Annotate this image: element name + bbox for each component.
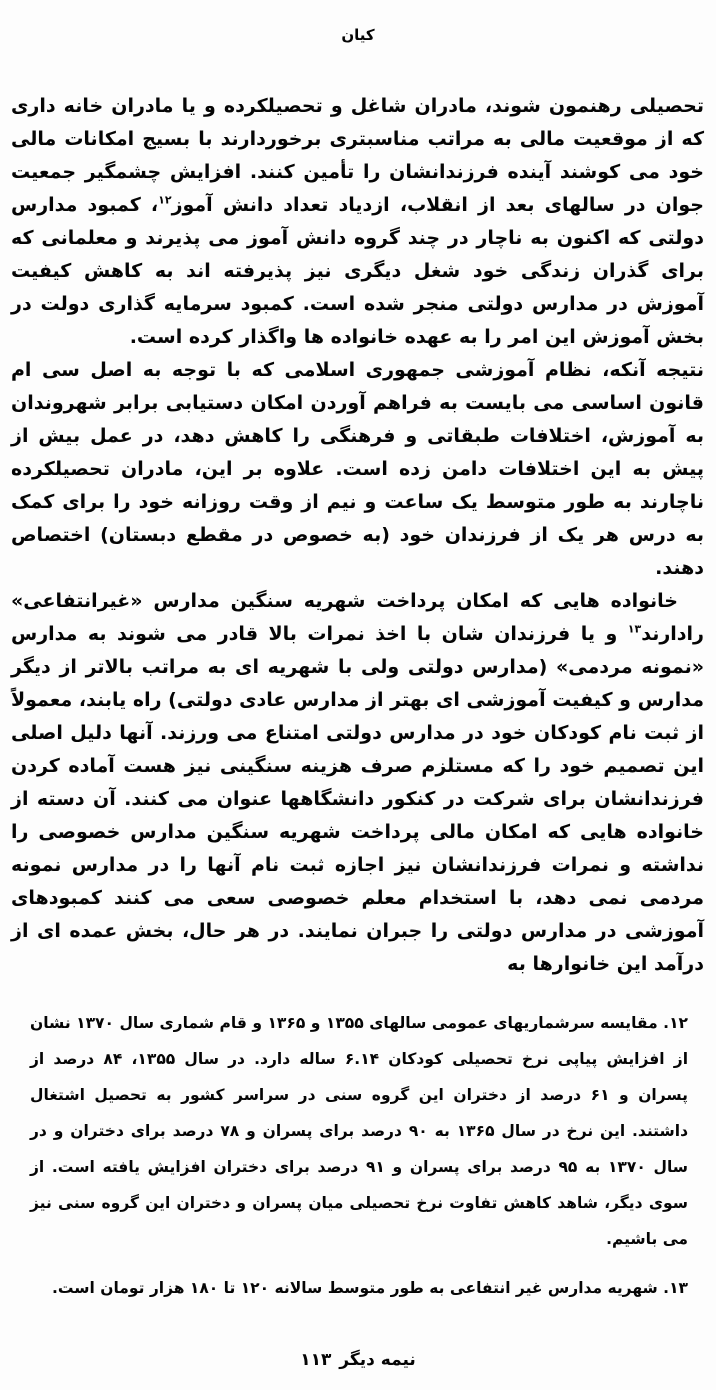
paragraph-2: نتیجه آنکه، نظام آموزشی جمهوری اسلامی که با توجه به اصل سی ام قانون اساسی می بایست به فراهم آوردن امکان دستیابی برابر شهروندان به آموزش، اختلافات طبقاتی و فرهنگی را کاهش دهد، در عمل بیش از پیش به این اختلافات دامن زده است. علاوه بر این، مادران تحصیلکرده ناچارند به طور متوسط یک ساعت و نیم از وقت روزانه خود را برای کمک به درس هر یک از فرزندان خود (به خصوص در مقطع دبستان) اختصاص دهند. [11, 359, 704, 579]
paragraph-3 [11, 585, 704, 981]
footnotes-section [30, 1005, 688, 1306]
page-footer [0, 1350, 716, 1390]
journal-name: نیمه دیگر [339, 1350, 416, 1370]
footnote-ref-12: ۱۲ [158, 193, 172, 207]
paragraph-1-text: تحصیلی رهنمون شوند، مادران شاغل و تحصیلکرده و یا مادران خانه داری که از موقعیت مالی به مراتب مناسبتری برخوردارند با بسیج امکانات مالی خود می کوشند آینده فرزندانشان را تأمین کنند. افزایش چشمگیر جمعیت جوان در سالهای بعد از انقلاب، ازدیاد تعداد دانش آموز [11, 95, 704, 216]
paragraph-continuation [11, 90, 704, 354]
footnote-12: ۱۲. مقایسه سرشماریهای عمومی سالهای ۱۳۵۵ و ۱۳۶۵ و قام شماری سال ۱۳۷۰ نشان از افزایش پیاپی نرخ تحصیلی کودکان ۶.۱۴ ساله دارد. در سال ۱۳۵۵، ۸۴ درصد از پسران و ۶۱ درصد از دختران این گروه سنی در سراسر کشور به تحصیل اشتغال داشتند. این نرخ در سال ۱۳۶۵ به ۹۰ درصد برای پسران و ۷۸ درصد برای دختران و در سال ۱۳۷۰ به ۹۵ درصد برای پسران و ۹۱ درصد برای دختران افزایش یافته است. از سوی دیگر، شاهد کاهش تفاوت نرخ تحصیلی میان پسران و دختران این گروه سنی نیز می باشیم. [30, 1014, 689, 1248]
footnote-ref-13: ۱۳ [627, 622, 642, 636]
paragraph-3-text: خانواده هایی که امکان پرداخت شهریه سنگین مدارس «غیرانتفاعی» رادارند [11, 590, 704, 645]
article-body [11, 90, 704, 981]
page-number: ۱۱۳ [300, 1350, 332, 1370]
paragraph-1-text-after-ref: ، کمبود مدارس دولتی که اکنون به ناچار در چند گروه دانش آموز می پذیرند و معلمانی که برای گذران زندگی خود شغل دیگری نیز پذیرفته اند به کاهش کیفیت آموزش در مدارس دولتی منجر شده است. کمبود سرمایه گذاری دولت در بخش آموزش این امر را به عهده خانواده ها واگذار کرده است. [11, 194, 704, 348]
journal-title: کیان [341, 26, 375, 44]
paragraph-3-text-after-ref: و یا فرزندان شان با اخذ نمرات بالا قادر می شوند به مدارس «نمونه مردمی» (مدارس دولتی ولی با شهریه ای به مراتب بالاتر از دیگر مدارس و کیفیت آموزشی ای بهتر از مدارس عادی دولتی) راه یابند، معمولاً از ثبت نام کودکان خود در مدارس دولتی امتناع می ورزند. آنها دلیل اصلی این تصمیم خود را که مستلزم صرف هزینه سنگینی نیز هست آماده کردن فرزندانشان برای شرکت در کنکور دانشگاهها عنوان می کنند. آن دسته از خانواده هایی که امکان مالی پرداخت شهریه سنگین مدارس خصوصی را نداشته و نمرات فرزندانشان نیز اجازه ثبت نام آنها را در مدارس نمونه مردمی نمی دهد، با استخدام معلم خصوصی سعی می کنند کمبودهای آموزشی در مدارس دولتی را جبران نمایند. در هر حال، بخش عمده ای از درآمد این خانوارها به [11, 623, 704, 975]
footnote-13: ۱۳. شهریه مدارس غیر انتفاعی به طور متوسط سالانه ۱۲۰ تا ۱۸۰ هزار تومان است. [52, 1279, 688, 1297]
